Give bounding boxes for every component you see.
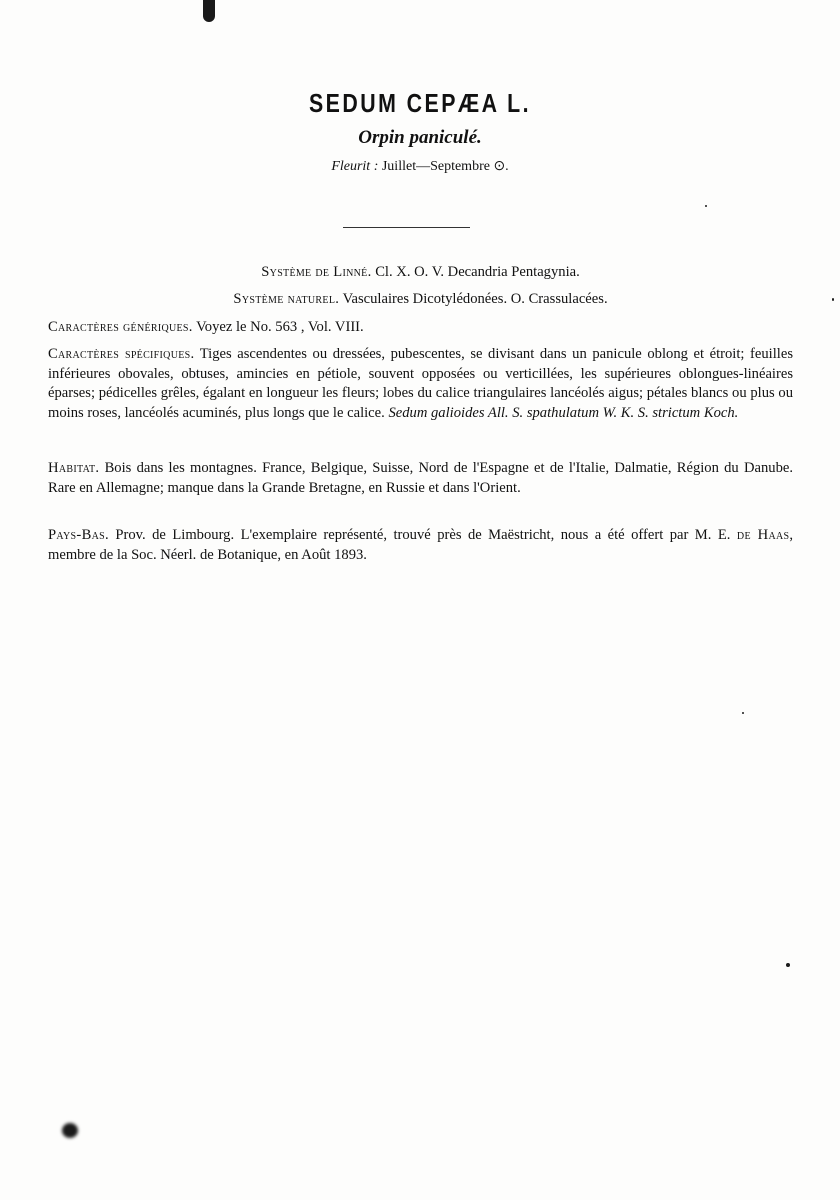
- linne-paragraph: [48, 263, 793, 283]
- paysbas-text-2: , membre de la Soc. Néerl. de Botanique, en Août 1893.: [48, 527, 794, 563]
- ink-speck: [62, 1123, 78, 1138]
- ink-speck: [786, 963, 790, 967]
- ink-speck: [203, 0, 215, 22]
- page-subtitle: Orpin paniculé.: [358, 127, 482, 148]
- generiques-paragraph: [48, 318, 793, 338]
- paysbas-name: de Haas: [736, 527, 790, 543]
- generiques-text: Voyez le No. 563 , Vol. VIII.: [196, 319, 364, 335]
- naturel-text: Vasculaires Dicotylédonées. O. Crassulacées.: [342, 291, 608, 307]
- flowering-label: Fleurit :: [331, 159, 379, 174]
- generiques-label: Caractères génériques.: [48, 319, 193, 335]
- naturel-paragraph: [48, 290, 793, 310]
- habitat-text: Bois dans les montagnes. France, Belgique, Suisse, Nord de l'Espagne et de l'Italie, Dalmatie, Région du Danube. Rare en Allemagne; manque dans la Grande Bretagne, en Russie et dans l'Orient.: [48, 460, 793, 496]
- paysbas-paragraph: [48, 526, 793, 565]
- ink-speck: [705, 205, 707, 207]
- habitat-paragraph: [48, 459, 793, 498]
- linne-text: Cl. X. O. V. Decandria Pentagynia.: [375, 264, 580, 280]
- naturel-label: Système naturel.: [233, 291, 340, 307]
- page-title: SEDUM CEPÆA L.: [309, 88, 531, 118]
- ink-speck: [742, 712, 744, 714]
- flowering-value: Juillet—Septembre ⊙.: [381, 159, 509, 174]
- separator-rule: [343, 227, 470, 228]
- specifiques-label: Caractères spécifiques.: [48, 346, 195, 362]
- flowering-line: [0, 158, 840, 175]
- ink-speck: [832, 298, 834, 301]
- paysbas-text-1: Prov. de Limbourg. L'exemplaire représenté, trouvé près de Maëstricht, nous a été offert par M. E.: [115, 527, 731, 543]
- specifiques-synonyms: Sedum galioides All. S. spathulatum W. K. S. strictum Koch.: [388, 405, 739, 422]
- specifiques-paragraph: [48, 345, 793, 424]
- specifiques-text: Tiges ascendentes ou dressées, pubescentes, se divisant dans un panicule oblong et étroit; feuilles inférieures obovales, obtuses, amincies en pétiole, souvent opposées ou verticillées, les supérieures oblongues-linéaires éparses; pédicelles grêles, égalant en longueur les fleurs; lobes du calice triangulaires lancéolés aigus; pétales blancs ou plus ou moins roses, lancéolés acuminés, plus longs que le calice.: [48, 346, 793, 422]
- linne-label: Système de Linné.: [261, 264, 372, 280]
- paysbas-label: Pays-Bas.: [48, 527, 109, 543]
- habitat-label: Habitat.: [48, 460, 100, 476]
